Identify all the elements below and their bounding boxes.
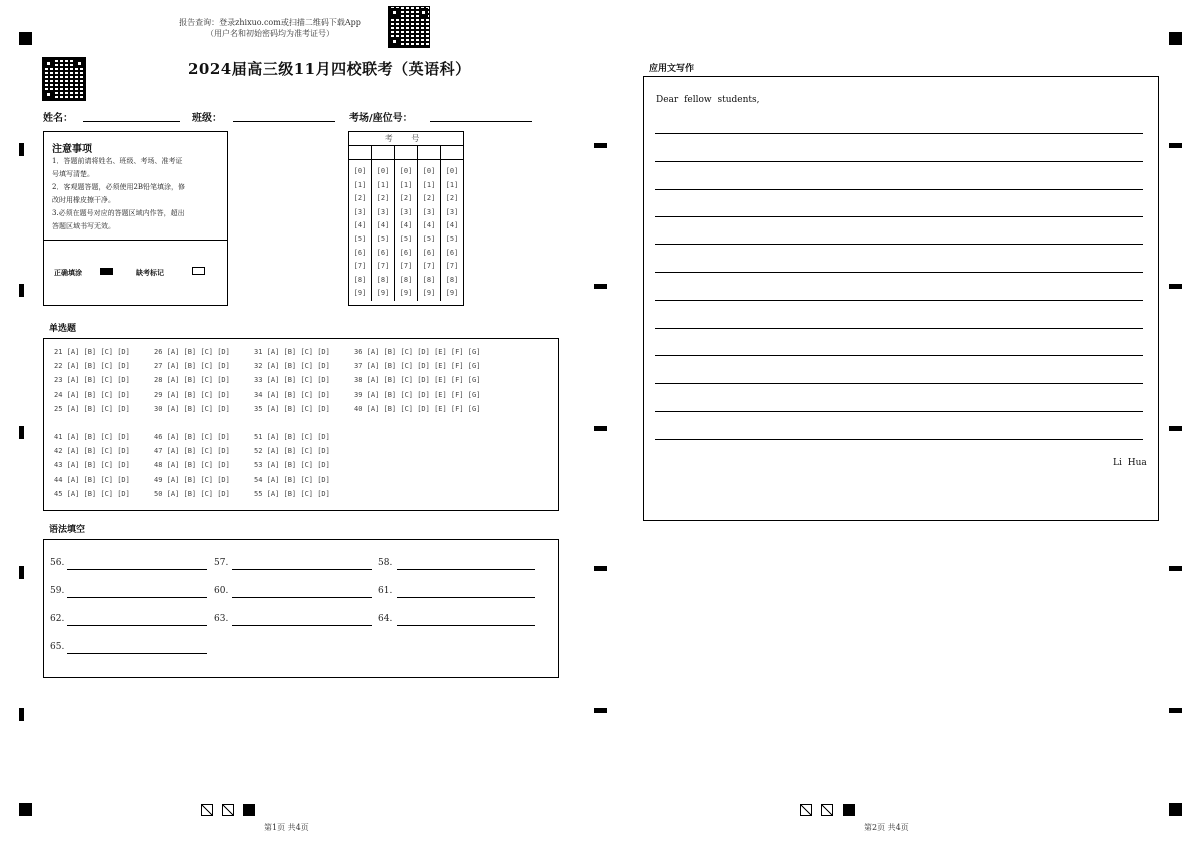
grammar-item-number: 57. (214, 558, 229, 568)
class-label: 班级： (192, 113, 222, 124)
exam-digit-column (372, 160, 395, 301)
name-label: 姓名： (43, 113, 73, 124)
timing-mark (1169, 426, 1182, 431)
question-bubble-row[interactable]: 34 [A] [B] [C] [D] (254, 390, 330, 399)
grammar-answer-line[interactable] (67, 625, 207, 626)
question-bubble-row[interactable]: 25 [A] [B] [C] [D] (54, 404, 130, 413)
exam-digit-bubble[interactable]: [1] (445, 180, 459, 189)
exam-digit-bubble[interactable]: [0] (422, 167, 436, 175)
exam-number-grid (348, 131, 464, 306)
exam-digit-bubble[interactable]: [9] (422, 289, 436, 298)
exam-digit-bubble[interactable]: [6] (422, 248, 436, 257)
question-bubble-row[interactable]: 44 [A] [B] [C] [D] (54, 475, 130, 484)
question-bubble-row[interactable]: 54 [A] [B] [C] [D] (254, 475, 330, 484)
writing-line[interactable] (655, 244, 1143, 245)
notice-line: 答题区域书写无效。 (52, 222, 115, 230)
page-marker-box (222, 804, 234, 816)
registration-mark-bottom-left (19, 803, 32, 816)
timing-mark (594, 284, 607, 289)
exam-digit-bubble[interactable]: [2] (353, 194, 367, 203)
exam-digit-write-cell[interactable] (395, 146, 418, 159)
exam-digit-column (349, 160, 372, 301)
exam-digit-column (418, 160, 441, 301)
exam-digit-column (395, 160, 418, 301)
exam-digit-bubble[interactable]: [5] (422, 234, 436, 243)
grammar-fill-title: 语法填空 (49, 525, 86, 535)
writing-box (643, 76, 1159, 521)
page-marker-box (243, 804, 255, 816)
grammar-answer-line[interactable] (232, 569, 372, 570)
exam-digit-bubble[interactable]: [8] (399, 275, 413, 284)
question-bubble-row[interactable]: 48 [A] [B] [C] [D] (154, 461, 230, 470)
exam-digit-bubble[interactable]: [4] (445, 221, 459, 230)
timing-mark (594, 566, 607, 571)
question-bubble-row[interactable]: 47 [A] [B] [C] [D] (154, 447, 230, 456)
exam-digit-bubble[interactable]: [7] (353, 262, 367, 271)
exam-digit-bubble[interactable]: [7] (399, 262, 413, 271)
page-title: 2024届高三级11月四校联考（英语科） (188, 60, 471, 78)
grammar-item-number: 64. (378, 614, 393, 624)
question-bubble-row[interactable]: 42 [A] [B] [C] [D] (54, 447, 130, 456)
question-bubble-row[interactable]: 24 [A] [B] [C] [D] (54, 390, 130, 399)
writing-signature: Li Hua (1113, 458, 1147, 468)
absent-mark-box[interactable] (192, 267, 205, 275)
grammar-item-number: 58. (378, 558, 393, 568)
exam-digit-bubble[interactable]: [5] (399, 234, 413, 243)
question-bubble-row[interactable]: 23 [A] [B] [C] [D] (54, 376, 130, 385)
timing-mark (19, 566, 24, 579)
exam-digit-bubble[interactable]: [1] (376, 180, 390, 189)
name-field[interactable] (83, 121, 180, 122)
question-bubble-row[interactable]: 39 [A] [B] [C] [D] [E] [F] [G] (354, 390, 481, 399)
exam-digit-bubble[interactable]: [6] (376, 248, 390, 257)
app-download-qr-code[interactable] (388, 6, 430, 48)
report-query-notice (160, 17, 380, 39)
exam-digit-bubble[interactable]: [8] (376, 275, 390, 284)
timing-mark (1169, 708, 1182, 713)
grammar-answer-line[interactable] (67, 569, 207, 570)
notice-line: 改时用橡皮擦干净。 (52, 196, 115, 204)
timing-mark (594, 426, 607, 431)
notice-line: 号填写清楚。 (52, 170, 94, 178)
question-bubble-row[interactable]: 49 [A] [B] [C] [D] (154, 475, 230, 484)
writing-line[interactable] (655, 328, 1143, 329)
grammar-answer-line[interactable] (67, 597, 207, 598)
timing-mark (19, 143, 24, 156)
single-choice-title: 单选题 (49, 324, 77, 334)
exam-digit-write-cell[interactable] (441, 146, 463, 159)
grammar-item-number: 56. (50, 558, 65, 568)
writing-title: 应用文写作 (649, 64, 695, 74)
notice-line: 3.必须在题号对应的答题区域内作答，超出 (52, 209, 185, 217)
grammar-answer-line[interactable] (397, 569, 535, 570)
grammar-item-number: 60. (214, 586, 229, 596)
question-bubble-row[interactable]: 55 [A] [B] [C] [D] (254, 489, 330, 498)
exam-digit-bubble[interactable]: [7] (445, 262, 459, 271)
room-seat-field[interactable] (430, 121, 532, 122)
timing-mark (594, 708, 607, 713)
exam-digit-bubble[interactable]: [2] (399, 194, 413, 203)
grammar-item-number: 65. (50, 642, 65, 652)
notice-box (43, 131, 228, 306)
question-bubble-row[interactable]: 27 [A] [B] [C] [D] (154, 362, 230, 371)
exam-digit-bubble[interactable]: [1] (399, 180, 413, 189)
exam-digit-bubble[interactable]: [0] (353, 167, 367, 175)
question-bubble-row[interactable]: 51 [A] [B] [C] [D] (254, 433, 330, 441)
page-marker-box (201, 804, 213, 816)
writing-line[interactable] (655, 189, 1143, 190)
question-bubble-row[interactable]: 53 [A] [B] [C] [D] (254, 461, 330, 470)
question-bubble-row[interactable]: 37 [A] [B] [C] [D] [E] [F] [G] (354, 362, 481, 371)
exam-digit-bubble[interactable]: [5] (353, 234, 367, 243)
exam-digit-bubble[interactable]: [5] (445, 234, 459, 243)
exam-digit-write-cell[interactable] (349, 146, 372, 159)
exam-digit-bubble[interactable]: [9] (445, 289, 459, 298)
grammar-answer-line[interactable] (397, 597, 535, 598)
page-marker-box (800, 804, 812, 816)
grammar-answer-line[interactable] (397, 625, 535, 626)
question-bubble-row[interactable]: 32 [A] [B] [C] [D] (254, 362, 330, 371)
question-bubble-row[interactable]: 26 [A] [B] [C] [D] (154, 348, 230, 356)
exam-digit-column (441, 160, 463, 301)
notice-divider (44, 240, 227, 241)
timing-mark (1169, 143, 1182, 148)
page-marker-box (821, 804, 833, 816)
writing-line[interactable] (655, 133, 1143, 134)
question-bubble-row[interactable]: 28 [A] [B] [C] [D] (154, 376, 230, 385)
question-bubble-row[interactable]: 50 [A] [B] [C] [D] (154, 489, 230, 498)
password-hint-line: （用户名和初始密码均为准考证号） (206, 29, 334, 38)
student-qr-code (42, 57, 86, 101)
grammar-item-number: 63. (214, 614, 229, 624)
notice-text (52, 155, 222, 233)
grammar-item-number: 59. (50, 586, 65, 596)
exam-digit-bubble[interactable]: [8] (422, 275, 436, 284)
exam-digit-bubble[interactable]: [9] (399, 289, 413, 298)
absent-mark-label: 缺考标记 (136, 269, 164, 277)
exam-digit-bubble[interactable]: [2] (445, 194, 459, 203)
timing-mark (19, 426, 24, 439)
question-bubble-row[interactable]: 31 [A] [B] [C] [D] (254, 348, 330, 356)
exam-digit-write-cell[interactable] (372, 146, 395, 159)
question-bubble-row[interactable]: 30 [A] [B] [C] [D] (154, 404, 230, 413)
room-seat-label: 考场/座位号： (349, 113, 413, 124)
timing-mark (1169, 566, 1182, 571)
notice-line: 2．客观题答题，必须使用2B铅笔填涂，修 (52, 183, 186, 191)
exam-number-header: 考 号 (349, 132, 463, 146)
exam-digit-bubble[interactable]: [6] (399, 248, 413, 257)
exam-digit-bubble[interactable]: [3] (422, 207, 436, 216)
timing-mark (594, 143, 607, 148)
report-query-line: 报告查询：登录zhixuo.com或扫描二维码下载App (179, 18, 361, 27)
page-number: 第2页 共4页 (864, 823, 909, 832)
writing-line[interactable] (655, 300, 1143, 301)
exam-digit-bubble[interactable]: [0] (376, 167, 390, 175)
grammar-item-number: 61. (378, 586, 393, 596)
exam-digit-bubble[interactable]: [3] (399, 207, 413, 216)
exam-digit-bubble[interactable]: [7] (422, 262, 436, 271)
exam-digit-bubble[interactable]: [7] (376, 262, 390, 271)
exam-digit-bubble[interactable]: [6] (353, 248, 367, 257)
question-bubble-row[interactable]: 45 [A] [B] [C] [D] (54, 489, 130, 498)
question-bubble-row[interactable]: 41 [A] [B] [C] [D] (54, 433, 130, 441)
correct-fill-label: 正确填涂 (54, 269, 82, 277)
exam-digit-bubble[interactable]: [3] (445, 207, 459, 216)
question-bubble-row[interactable]: 29 [A] [B] [C] [D] (154, 390, 230, 399)
exam-digit-bubble[interactable]: [0] (445, 167, 459, 175)
exam-digit-bubble[interactable]: [3] (376, 207, 390, 216)
question-bubble-row[interactable]: 38 [A] [B] [C] [D] [E] [F] [G] (354, 376, 481, 385)
exam-digit-bubble[interactable]: [8] (353, 275, 367, 284)
page-marker-box (843, 804, 855, 816)
exam-digit-bubble[interactable]: [3] (353, 207, 367, 216)
grammar-answer-line[interactable] (232, 597, 372, 598)
exam-digit-bubble[interactable]: [9] (353, 289, 367, 298)
timing-mark (19, 284, 24, 297)
question-bubble-row[interactable]: 46 [A] [B] [C] [D] (154, 433, 230, 441)
writing-line[interactable] (655, 355, 1143, 356)
exam-number-bubbles (349, 160, 463, 301)
exam-digit-bubble[interactable]: [4] (353, 221, 367, 230)
exam-digit-bubble[interactable]: [4] (422, 221, 436, 230)
class-field[interactable] (233, 121, 335, 122)
writing-line[interactable] (655, 411, 1143, 412)
writing-line[interactable] (655, 383, 1143, 384)
question-bubble-row[interactable]: 35 [A] [B] [C] [D] (254, 404, 330, 413)
exam-digit-bubble[interactable]: [6] (445, 248, 459, 257)
question-bubble-row[interactable]: 40 [A] [B] [C] [D] [E] [F] [G] (354, 404, 481, 413)
grammar-answer-line[interactable] (232, 625, 372, 626)
writing-line[interactable] (655, 161, 1143, 162)
question-bubble-row[interactable]: 21 [A] [B] [C] [D] (54, 348, 130, 356)
registration-mark-bottom-right (1169, 803, 1182, 816)
exam-digit-bubble[interactable]: [4] (399, 221, 413, 230)
registration-mark-top-right (1169, 32, 1182, 45)
grammar-answer-line[interactable] (67, 653, 207, 654)
notice-title: 注意事项 (52, 144, 92, 155)
exam-digit-bubble[interactable]: [1] (353, 180, 367, 189)
correct-fill-sample (100, 268, 113, 275)
registration-mark-top-left (19, 32, 32, 45)
grammar-fill-box (43, 539, 559, 678)
exam-digit-bubble[interactable]: [9] (376, 289, 390, 298)
writing-line[interactable] (655, 272, 1143, 273)
exam-digit-bubble[interactable]: [1] (422, 180, 436, 189)
question-bubble-row[interactable]: 52 [A] [B] [C] [D] (254, 447, 330, 456)
question-bubble-row[interactable]: 33 [A] [B] [C] [D] (254, 376, 330, 385)
timing-mark (1169, 284, 1182, 289)
exam-digit-bubble[interactable]: [2] (422, 194, 436, 203)
question-bubble-row[interactable]: 22 [A] [B] [C] [D] (54, 362, 130, 371)
writing-line[interactable] (655, 439, 1143, 440)
page-number: 第1页 共4页 (264, 823, 309, 832)
question-bubble-row[interactable]: 36 [A] [B] [C] [D] [E] [F] [G] (354, 348, 481, 356)
exam-digit-bubble[interactable]: [4] (376, 221, 390, 230)
exam-number-write-row (349, 146, 463, 160)
writing-greeting: Dear fellow students, (656, 95, 760, 105)
exam-digit-bubble[interactable]: [2] (376, 194, 390, 203)
writing-line[interactable] (655, 216, 1143, 217)
question-bubble-row[interactable]: 43 [A] [B] [C] [D] (54, 461, 130, 470)
notice-line: 1．答题前请将姓名、班级、考场、准考证 (52, 157, 183, 165)
exam-digit-bubble[interactable]: [5] (376, 234, 390, 243)
exam-digit-write-cell[interactable] (418, 146, 441, 159)
exam-digit-bubble[interactable]: [8] (445, 275, 459, 284)
exam-digit-bubble[interactable]: [0] (399, 167, 413, 175)
single-choice-box (43, 338, 559, 511)
timing-mark (19, 708, 24, 721)
grammar-item-number: 62. (50, 614, 65, 624)
